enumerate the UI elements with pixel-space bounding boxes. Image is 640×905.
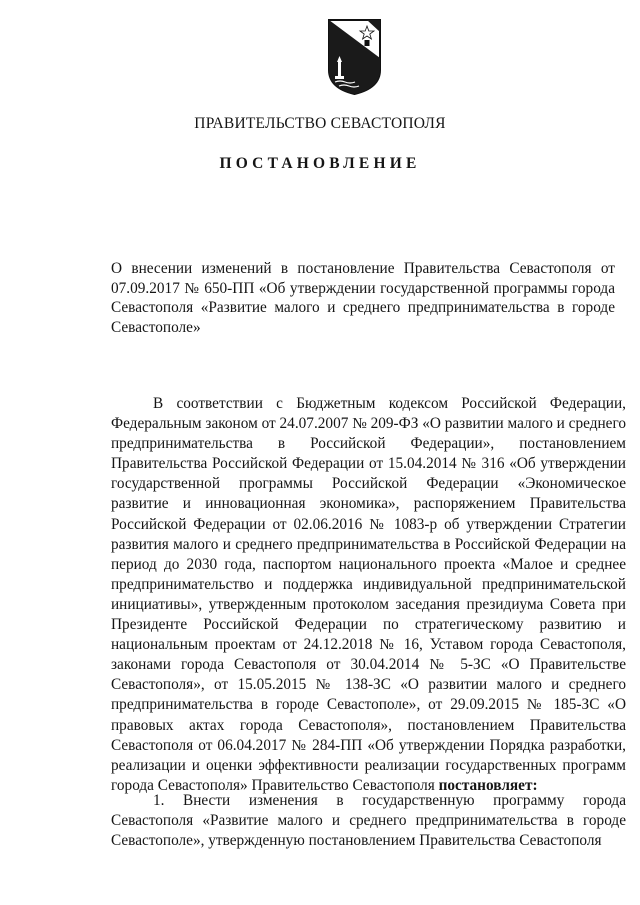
preamble (111, 394, 626, 796)
preamble-text: В соответствии с Бюджетным кодексом Российской Федерации, Федеральным законом от 24.07.2007 № 209-ФЗ «О развитии малого и среднего предпринимательства в Российской Федерации», постановлением Правительства Российской Федерации от 15.04.2014 № 316 «Об утверждении государственной программы Российской Федерации «Экономическое развитие и инновационная экономика», распоряжением Правительства Российской Федерации от 02.06.2016 № 1083-р об утверждении Стратегии развития малого и среднего предпринимательства в Российской Федерации на период до 2030 года, паспортом национального проекта «Малое и среднее предпринимательство и поддержка индивидуальной предпринимательской инициативы», утвержденным протоколом заседания президиума Совета при Президенте Российской Федерации по стратегическому развитию и национальным проектам от 24.12.2018 № 16, Уставом города Севастополя, законами города Севастополя от 30.04.2014 № 5-ЗС «О Правительстве Севастополя», от 15.05.2015 № 138-ЗС «О развитии малого и среднего предпринимательства в городе Севастополе», от 29.09.2015 № 185-ЗС «О правовых актах города Севастополя», постановлением Правительства Севастополя от 06.04.2017 № 284-ПП «Об утверждении Порядка разработки, реализации и оценки эффективности реализации государственных программ города Севастополя» Правительство Севастополя (111, 395, 626, 794)
document-subject: О внесении изменений в постановление Правительства Севастополя от 07.09.2017 № 650-ПП «Об утверждении государственной программы города Севастополя «Развитие малого и среднего предпринимательства в городе Севастополе» (111, 260, 615, 336)
list-item (111, 791, 626, 851)
preamble-paragraph (111, 394, 626, 796)
item-number: 1. (153, 792, 165, 809)
enacting-word: постановляет: (438, 776, 538, 794)
coat-of-arms-icon (327, 18, 382, 96)
item-text: Внести изменения в государственную программу города Севастополя «Развитие малого и среднего предпринимательства в городе Севастополе», утвержденную постановлением Правительства Севастополя (111, 792, 626, 850)
document-type: ПОСТАНОВЛЕНИЕ (219, 155, 421, 172)
organization-name: ПРАВИТЕЛЬСТВО СЕВАСТОПОЛЯ (194, 115, 446, 132)
